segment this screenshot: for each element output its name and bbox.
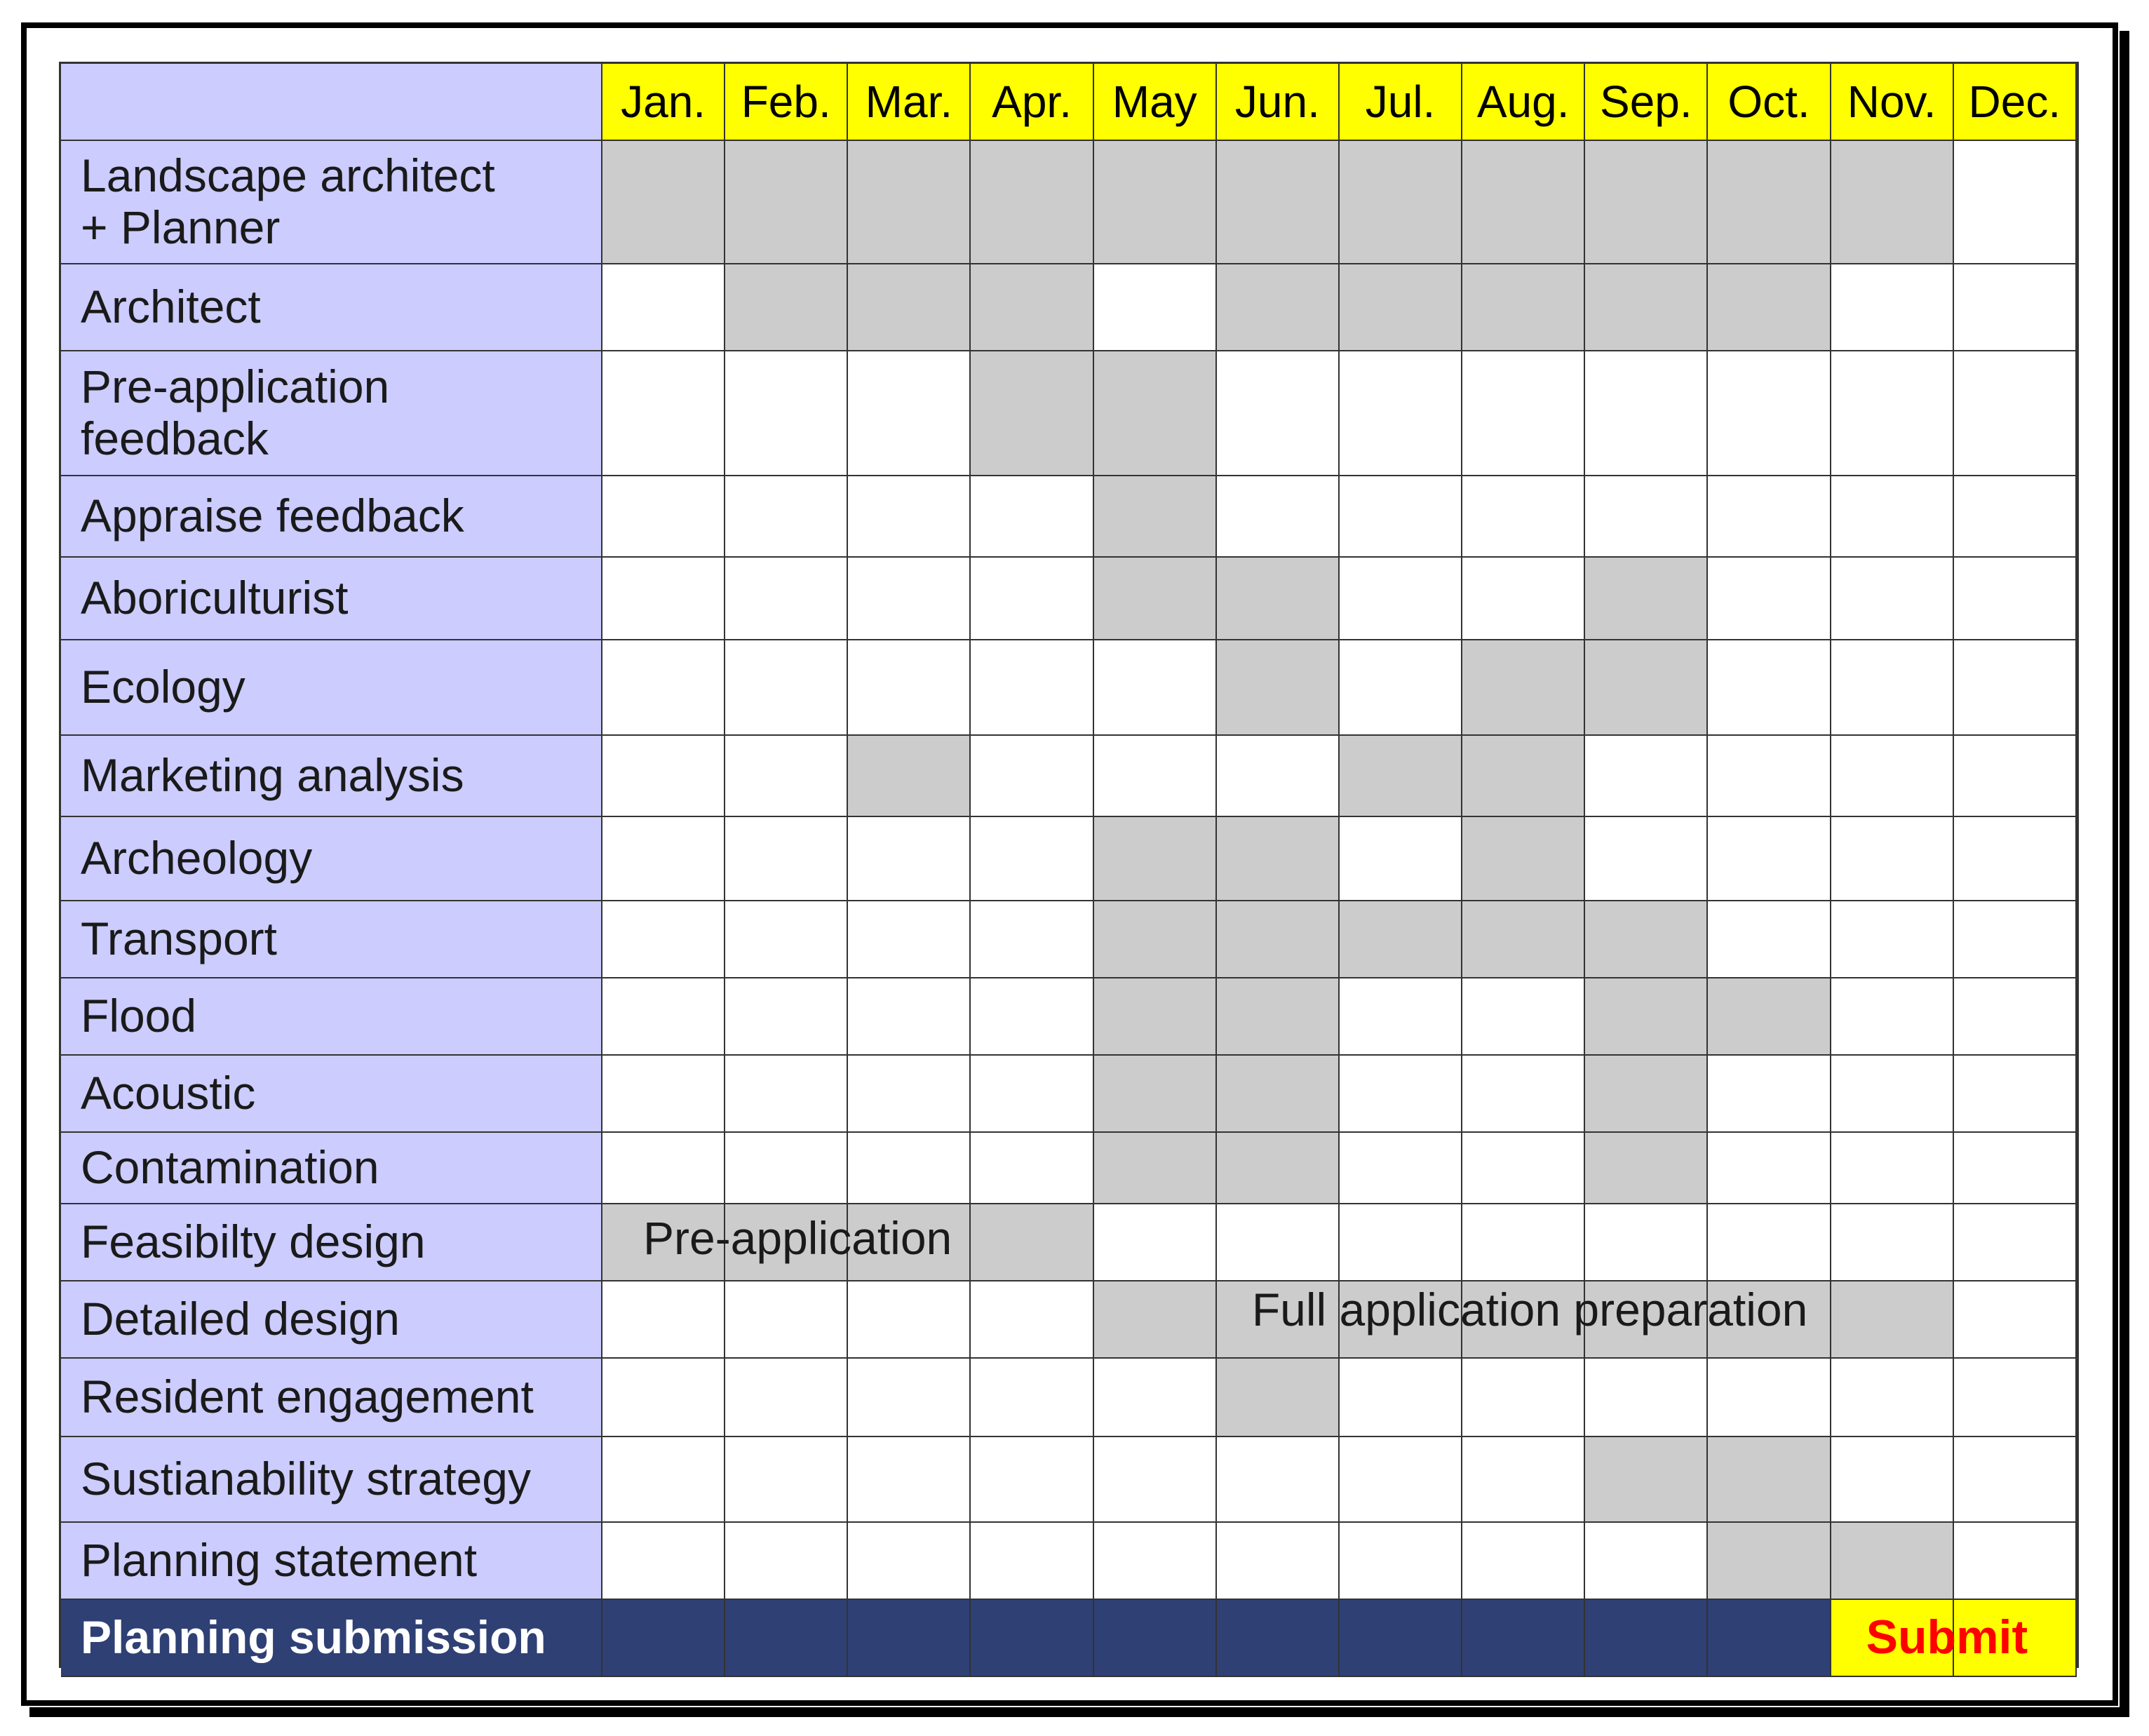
timeline-cell <box>1954 817 2077 901</box>
timeline-cell <box>602 901 725 978</box>
timeline-cell-active <box>1462 736 1585 817</box>
timeline-cell <box>725 351 848 476</box>
timeline-cell <box>1217 351 1340 476</box>
submission-cell <box>1585 1600 1708 1677</box>
timeline-cell <box>602 351 725 476</box>
timeline-cell <box>1340 1523 1462 1600</box>
submission-cell <box>971 1600 1093 1677</box>
timeline-cell <box>725 817 848 901</box>
task-label: Landscape architect + Planner <box>61 141 602 264</box>
timeline-cell <box>1340 1359 1462 1437</box>
month-header: Jan. <box>602 64 725 141</box>
timeline-cell-active <box>1094 1056 1217 1133</box>
timeline-cell <box>1585 736 1708 817</box>
timeline-cell-active <box>1462 640 1585 736</box>
task-label: Transport <box>61 901 602 978</box>
timeline-cell <box>1708 901 1831 978</box>
timeline-cell <box>971 736 1093 817</box>
timeline-cell <box>1954 351 2077 476</box>
timeline-cell <box>1954 1133 2077 1204</box>
task-label: Sustianability strategy <box>61 1437 602 1523</box>
timeline-cell-active <box>971 141 1093 264</box>
month-header: Aug. <box>1462 64 1585 141</box>
timeline-cell <box>602 476 725 558</box>
month-header: Jun. <box>1217 64 1340 141</box>
timeline-cell <box>1954 1056 2077 1133</box>
timeline-cell <box>1094 640 1217 736</box>
timeline-cell <box>602 1281 725 1359</box>
timeline-cell <box>725 1359 848 1437</box>
timeline-cell <box>602 640 725 736</box>
timeline-cell <box>1954 901 2077 978</box>
timeline-cell <box>1340 1056 1462 1133</box>
timeline-cell-active <box>848 264 971 351</box>
timeline-cell <box>1462 1523 1585 1600</box>
submission-cell <box>1217 1600 1340 1677</box>
timeline-cell-active <box>1094 141 1217 264</box>
month-header: Dec. <box>1954 64 2077 141</box>
timeline-cell <box>848 558 971 640</box>
timeline-cell-active <box>1831 141 1954 264</box>
timeline-cell-active <box>1217 978 1340 1056</box>
timeline-cell <box>971 1056 1093 1133</box>
frame-shadow-bottom <box>29 1707 2129 1717</box>
timeline-cell <box>1831 1056 1954 1133</box>
task-label: Ecology <box>61 640 602 736</box>
month-header: Sep. <box>1585 64 1708 141</box>
timeline-cell <box>1340 476 1462 558</box>
timeline-cell-active <box>971 264 1093 351</box>
timeline-cell <box>848 1437 971 1523</box>
timeline-cell-active <box>1462 817 1585 901</box>
header-corner <box>61 64 602 141</box>
timeline-cell-active <box>1831 1523 1954 1600</box>
timeline-cell <box>1340 640 1462 736</box>
submission-cell <box>1094 1600 1217 1677</box>
task-label: Appraise feedback <box>61 476 602 558</box>
timeline-cell <box>1340 1133 1462 1204</box>
timeline-cell <box>1340 1437 1462 1523</box>
timeline-cell <box>1831 1359 1954 1437</box>
timeline-cell <box>725 640 848 736</box>
timeline-cell-active <box>1094 558 1217 640</box>
task-label: Planning statement <box>61 1523 602 1600</box>
timeline-cell-active <box>1585 901 1708 978</box>
timeline-cell-active <box>848 736 971 817</box>
timeline-cell <box>971 978 1093 1056</box>
timeline-cell <box>602 1133 725 1204</box>
task-label: Marketing analysis <box>61 736 602 817</box>
gantt-table <box>59 62 2079 1668</box>
timeline-cell <box>1585 1523 1708 1600</box>
task-label: Detailed design <box>61 1281 602 1359</box>
timeline-cell <box>1831 264 1954 351</box>
timeline-cell-active <box>1585 640 1708 736</box>
timeline-cell <box>971 817 1093 901</box>
submission-cell <box>848 1600 971 1677</box>
timeline-cell <box>971 1281 1093 1359</box>
task-label: Pre-application feedback <box>61 351 602 476</box>
timeline-cell <box>971 901 1093 978</box>
timeline-cell-active <box>1462 141 1585 264</box>
timeline-cell <box>1831 978 1954 1056</box>
timeline-cell <box>1585 817 1708 901</box>
timeline-cell-active <box>1708 978 1831 1056</box>
timeline-cell <box>848 1281 971 1359</box>
timeline-cell <box>602 1359 725 1437</box>
timeline-cell <box>1708 1359 1831 1437</box>
month-header: May <box>1094 64 1217 141</box>
timeline-cell <box>602 558 725 640</box>
timeline-cell <box>1954 558 2077 640</box>
timeline-cell-active <box>1094 901 1217 978</box>
timeline-cell-active <box>1462 264 1585 351</box>
timeline-cell <box>1708 640 1831 736</box>
timeline-cell <box>725 1437 848 1523</box>
timeline-cell-active <box>725 264 848 351</box>
timeline-cell <box>1831 901 1954 978</box>
month-header: Feb. <box>725 64 848 141</box>
timeline-cell <box>848 1133 971 1204</box>
timeline-cell <box>848 476 971 558</box>
timeline-cell <box>1462 1133 1585 1204</box>
timeline-cell <box>971 640 1093 736</box>
submission-cell <box>1462 1600 1585 1677</box>
submission-cell <box>1340 1600 1462 1677</box>
task-label: Feasibilty design <box>61 1204 602 1281</box>
timeline-cell <box>725 1133 848 1204</box>
timeline-cell <box>1340 558 1462 640</box>
timeline-cell <box>1462 1056 1585 1133</box>
timeline-cell <box>1340 978 1462 1056</box>
task-label: Acoustic <box>61 1056 602 1133</box>
timeline-cell <box>848 1523 971 1600</box>
timeline-cell-active <box>1217 901 1340 978</box>
timeline-cell <box>1708 736 1831 817</box>
timeline-cell-active <box>1585 141 1708 264</box>
timeline-cell-active <box>1094 817 1217 901</box>
timeline-cell-active <box>1340 264 1462 351</box>
timeline-cell-active <box>1094 1133 1217 1204</box>
timeline-cell <box>848 351 971 476</box>
timeline-cell <box>1708 351 1831 476</box>
timeline-cell <box>602 978 725 1056</box>
month-header: Oct. <box>1708 64 1831 141</box>
timeline-cell <box>725 1523 848 1600</box>
timeline-cell <box>1831 817 1954 901</box>
timeline-cell <box>1831 476 1954 558</box>
timeline-cell <box>1831 1133 1954 1204</box>
timeline-cell <box>1585 351 1708 476</box>
timeline-cell <box>1462 1437 1585 1523</box>
timeline-cell <box>1094 264 1217 351</box>
timeline-cell <box>1708 1056 1831 1133</box>
timeline-cell <box>971 558 1093 640</box>
timeline-cell-active <box>1708 264 1831 351</box>
timeline-cell <box>1217 736 1340 817</box>
timeline-cell <box>1708 558 1831 640</box>
timeline-cell-active <box>1217 640 1340 736</box>
timeline-cell-active <box>1708 1437 1831 1523</box>
timeline-cell-active <box>1340 736 1462 817</box>
timeline-cell-active <box>1217 141 1340 264</box>
timeline-cell-active <box>848 141 971 264</box>
timeline-cell <box>848 640 971 736</box>
timeline-cell <box>1094 1359 1217 1437</box>
timeline-cell-active <box>1217 817 1340 901</box>
timeline-cell <box>1831 640 1954 736</box>
timeline-cell <box>602 736 725 817</box>
timeline-cell-active <box>1585 558 1708 640</box>
timeline-cell <box>1217 476 1340 558</box>
timeline-cell <box>1094 1437 1217 1523</box>
timeline-cell-active <box>1462 901 1585 978</box>
task-label: Resident engagement <box>61 1359 602 1437</box>
timeline-cell <box>1954 1437 2077 1523</box>
timeline-cell-active <box>1217 1359 1340 1437</box>
timeline-cell <box>725 476 848 558</box>
timeline-cell-active <box>1585 1133 1708 1204</box>
timeline-cell-active <box>1340 141 1462 264</box>
timeline-cell <box>1462 1204 1585 1281</box>
timeline-cell <box>602 817 725 901</box>
timeline-cell <box>1462 351 1585 476</box>
task-label: Flood <box>61 978 602 1056</box>
timeline-cell <box>1954 264 2077 351</box>
full-application-annotation: Full application preparation <box>1251 1284 1808 1335</box>
month-header: Apr. <box>971 64 1093 141</box>
timeline-cell-active <box>1585 1437 1708 1523</box>
timeline-cell-active <box>602 141 725 264</box>
timeline-cell <box>1585 476 1708 558</box>
timeline-cell <box>1954 736 2077 817</box>
timeline-cell <box>1340 1204 1462 1281</box>
timeline-cell <box>848 817 971 901</box>
submission-label: Planning submission <box>61 1600 602 1677</box>
timeline-cell <box>1462 558 1585 640</box>
timeline-cell-active <box>1340 901 1462 978</box>
timeline-cell <box>1217 1437 1340 1523</box>
month-header: Mar. <box>848 64 971 141</box>
timeline-cell-active <box>1094 978 1217 1056</box>
timeline-cell <box>725 1281 848 1359</box>
timeline-cell <box>1831 351 1954 476</box>
timeline-cell <box>1217 1204 1340 1281</box>
timeline-cell <box>971 1133 1093 1204</box>
timeline-cell <box>1708 817 1831 901</box>
timeline-cell <box>1954 1523 2077 1600</box>
timeline-cell <box>1954 476 2077 558</box>
timeline-cell <box>1094 736 1217 817</box>
timeline-cell <box>1462 978 1585 1056</box>
timeline-cell <box>848 978 971 1056</box>
timeline-cell <box>1217 1523 1340 1600</box>
timeline-cell <box>1462 476 1585 558</box>
timeline-cell <box>1340 351 1462 476</box>
timeline-cell <box>1585 1359 1708 1437</box>
timeline-cell <box>602 1523 725 1600</box>
timeline-cell <box>1831 1437 1954 1523</box>
timeline-cell <box>1094 1523 1217 1600</box>
timeline-cell-active <box>1094 476 1217 558</box>
pre-application-annotation: Pre-application <box>643 1212 952 1264</box>
timeline-cell <box>1462 1359 1585 1437</box>
timeline-cell-active <box>1708 1523 1831 1600</box>
timeline-cell <box>1831 1204 1954 1281</box>
timeline-cell <box>1954 1359 2077 1437</box>
timeline-cell <box>602 264 725 351</box>
timeline-cell <box>1954 1204 2077 1281</box>
frame-shadow-right <box>2120 31 2129 1717</box>
timeline-cell <box>848 1056 971 1133</box>
timeline-cell-active <box>1217 264 1340 351</box>
timeline-cell <box>1954 978 2077 1056</box>
timeline-cell-active <box>1094 351 1217 476</box>
timeline-cell <box>971 1359 1093 1437</box>
timeline-cell <box>1585 1204 1708 1281</box>
timeline-cell-active <box>1217 558 1340 640</box>
timeline-cell <box>1340 817 1462 901</box>
timeline-cell <box>1954 141 2077 264</box>
timeline-cell <box>971 476 1093 558</box>
timeline-cell <box>1094 1204 1217 1281</box>
timeline-cell <box>971 1437 1093 1523</box>
timeline-cell-active <box>1585 1056 1708 1133</box>
timeline-cell <box>725 736 848 817</box>
timeline-cell-active <box>1585 264 1708 351</box>
month-header: Jul. <box>1340 64 1462 141</box>
timeline-cell <box>1708 1204 1831 1281</box>
timeline-cell-active <box>971 1204 1093 1281</box>
timeline-cell <box>1954 640 2077 736</box>
timeline-cell <box>1831 736 1954 817</box>
task-label: Aboriculturist <box>61 558 602 640</box>
timeline-cell <box>848 1359 971 1437</box>
timeline-cell-active <box>971 351 1093 476</box>
timeline-cell-active <box>725 141 848 264</box>
timeline-cell-active <box>1708 141 1831 264</box>
timeline-cell <box>725 558 848 640</box>
timeline-cell <box>725 901 848 978</box>
submission-cell <box>602 1600 725 1677</box>
timeline-cell <box>602 1437 725 1523</box>
timeline-cell-active <box>1217 1056 1340 1133</box>
timeline-cell-active <box>1217 1133 1340 1204</box>
timeline-cell <box>1831 558 1954 640</box>
task-label: Architect <box>61 264 602 351</box>
timeline-cell <box>602 1056 725 1133</box>
submission-cell <box>1708 1600 1831 1677</box>
timeline-cell <box>1708 1133 1831 1204</box>
submit-annotation: Submit <box>1866 1610 2028 1664</box>
timeline-cell <box>848 901 971 978</box>
month-header: Nov. <box>1831 64 1954 141</box>
timeline-cell <box>1708 476 1831 558</box>
timeline-cell-active <box>1831 1281 1954 1359</box>
timeline-cell <box>725 978 848 1056</box>
timeline-cell <box>971 1523 1093 1600</box>
timeline-cell-active <box>1094 1281 1217 1359</box>
task-label: Archeology <box>61 817 602 901</box>
timeline-cell <box>1954 1281 2077 1359</box>
submission-cell <box>725 1600 848 1677</box>
timeline-cell-active <box>1585 978 1708 1056</box>
timeline-cell <box>725 1056 848 1133</box>
task-label: Contamination <box>61 1133 602 1204</box>
